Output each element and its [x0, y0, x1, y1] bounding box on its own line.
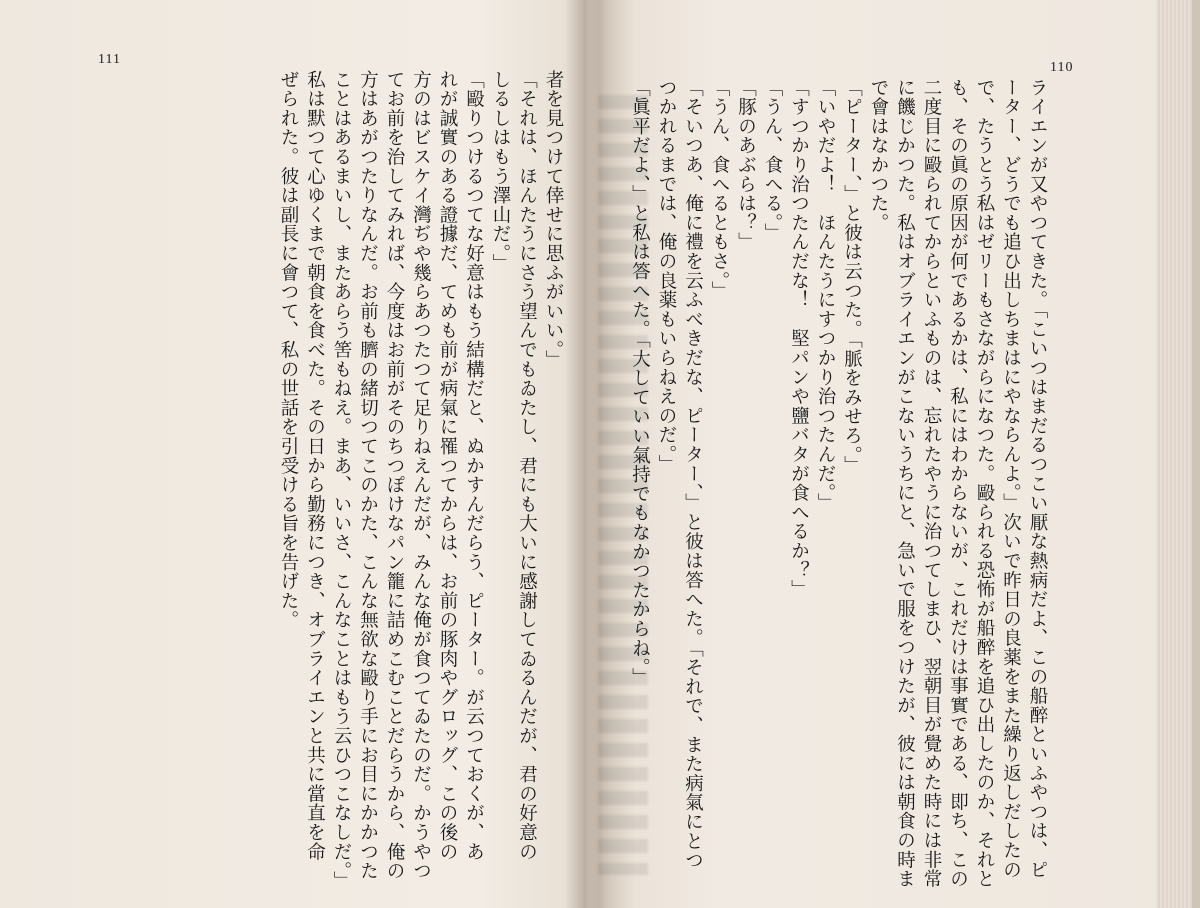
text-line: 「そいつあ、俺に禮を云ふべきだな、ピーター、」と彼は答へた。「それで、また病氣にとつ [682, 78, 704, 871]
text-line: 者を見つけて倖せに思ふがいい。」 [543, 70, 564, 370]
text-line: 「それは、ほんたうにさう望んでもゐたし、君にも大いに感謝してゐるんだが、君の好意の [516, 70, 538, 862]
text-line: で會はなかつた。 [868, 78, 889, 233]
text-line: 「豚のあぶらは？」 [735, 78, 757, 252]
page-edges [1156, 0, 1200, 908]
text-line: ーター、どうでも追ひ出しちまはにやならんよ。」次いで昨日の良薬をまた繰り返しだしたの [1000, 78, 1022, 880]
text-line: ぜられた。彼は副長に會つて、私の世話を引受ける旨を告げた。 [278, 70, 299, 630]
text-line: 「ピーター、」と彼は云つた。「脈をみせろ。」 [841, 78, 863, 475]
text-line: 「眞平だよ、」と私は答へた。「大していい氣持でもなかつたからね。」 [629, 78, 651, 688]
text-line: つかれるまでは、俺の良薬もいらねえのだ。」 [656, 78, 677, 475]
book-spine [565, 0, 605, 908]
text-line: しるしはもう澤山だ。」 [490, 70, 511, 274]
text-line: 私は默つて心ゆくまで朝食を食べた。その日から勤務につき、オブライエンと共に當直を命 [304, 70, 326, 862]
text-line: も、その眞の原因が何であるかは、私にはわからないが、これだけは事實である、即ち、この [947, 78, 969, 889]
text-line: 二度目に毆られてからといふものは、忘れたやうに治つてしまひ、翌朝目が覺めた時には非常 [921, 78, 942, 889]
text-line: 「うん、食へるともさ。」 [709, 78, 730, 301]
text-line: 「毆りつけるつてな好意はもう結構だと、ぬかすんだらう、ピーター。が云つておくが、あ [463, 70, 485, 862]
text-line: 方のはビスケイ灣ぢや幾らあつたつて足りねえんだが、みんな俺が食つてゐたのだ。かうやつ [410, 70, 432, 881]
text-line: で、たうとう私はゼリーもさながらになつた。毆られる恐怖が船醉を追ひ出したのか、それと [974, 78, 995, 889]
text-line: 方はあがつたりなんだ。お前も臍の緒切つてこのかた、こんな無欲な毆り手にお目にかかつた [357, 70, 379, 881]
page-number-left: 111 [98, 52, 121, 67]
text-line: ライエンが又やつてきた。「こいつはまだるつこい厭な熱病だよ、この船醉といふやつは、ピ [1027, 78, 1048, 880]
left-page-text [216, 70, 566, 891]
text-line: ことはあるまいし、またあらう筈もねえ。まあ、いいさ、こんなことはもう云ひつこなしだ。」 [331, 70, 352, 891]
text-line: 「うん、食へる。」 [762, 78, 783, 243]
page-number-right: 110 [1050, 60, 1074, 75]
text-line: れが誠實のある證據だ、てめも前が病氣に罹つてからは、お前の豚肉やグロッグ、この後の [437, 70, 458, 862]
text-line: 「すつかり治つたんだな！ 堅パンや鹽バタが食へるか？」 [788, 78, 810, 600]
text-line: てお前を治してみれば、今度はお前がそのちつぽけなパン籠に詰めこむことだらうから、俺の [384, 70, 405, 881]
text-line: 「いやだよ！ ほんたうにすつかり治つたんだ。」 [815, 78, 836, 513]
right-page-text [610, 78, 1050, 889]
text-line: に饑じかつた。私はオブライエンがこないうちにと、急いで服をつけたが、彼には朝食の時ま [894, 78, 916, 889]
